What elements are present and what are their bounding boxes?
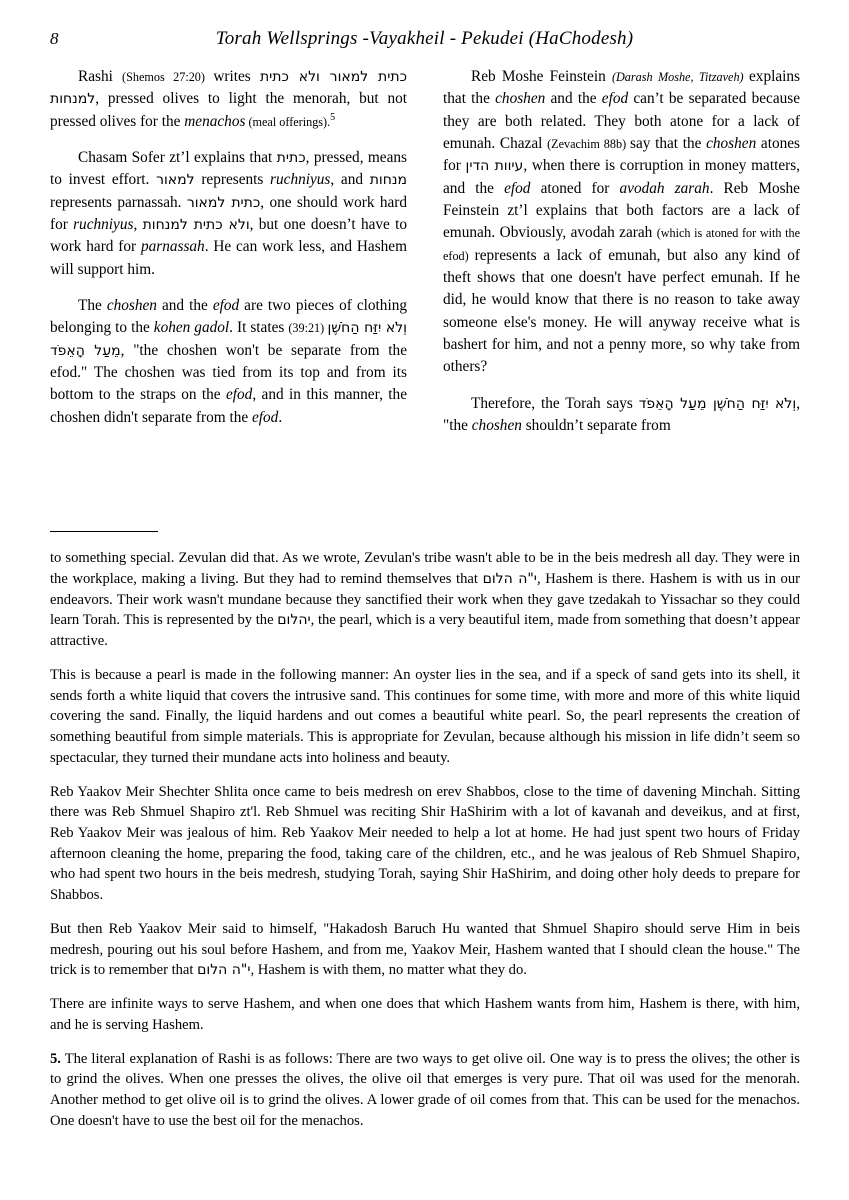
italic-term: efod (504, 179, 531, 197)
text-run: , and (330, 171, 370, 189)
page-number: 8 (50, 29, 59, 48)
reb-moshe-paragraph (443, 66, 800, 379)
text-run: writes (213, 68, 260, 85)
italic-term: ruchniyus (73, 216, 134, 234)
hebrew-text: למאור (156, 172, 195, 189)
chasam-sofer-paragraph (50, 147, 407, 281)
text-run: . It states (229, 319, 289, 337)
italic-term: avodah zarah (619, 179, 710, 197)
italic-term: choshen (471, 416, 522, 434)
hebrew-text: וְלֹא יִזַּח הַחֹשֶׁן מֵעַל הָאֵפֹד (638, 395, 797, 412)
footnote-infinite-ways (50, 994, 800, 1035)
text-run: explains that the (443, 68, 800, 108)
source-citation: (meal offerings). (245, 114, 331, 129)
hebrew-text: וְלֹא יִזַּח הַחֹשֶׁן מֵעַל הָאֵפֹד (50, 320, 407, 359)
hebrew-text: כתית למאור (186, 194, 261, 211)
running-head-title: Torah Wellsprings -Vayakheil - Pekudei (HaChodesh) (215, 28, 634, 49)
body-columns (50, 66, 800, 516)
footnote-5 (50, 1049, 800, 1132)
text-run: . (278, 408, 283, 426)
text-run: atoned for (530, 179, 620, 197)
hebrew-text: י"ה הלום (482, 570, 537, 587)
italic-term: kohen gadol (153, 319, 230, 337)
footnote-number: 5. (50, 1050, 61, 1067)
text-run: Therefore, the Torah says (471, 394, 639, 412)
italic-term: efod (225, 386, 253, 404)
hebrew-text: יהלום (277, 612, 311, 629)
text-run: , Hashem is with them, no matter what they do. (250, 962, 527, 979)
source-citation: (Zevachim 88b) (547, 136, 631, 151)
text-run: , (133, 216, 143, 234)
text-run: , Hashem is there. Hashem is with us in our endeavors. Their work wasn't mundane because they sanctified their work when they gave tzedakah to Yissachar so they could learn Torah. This is represented by the (50, 570, 801, 629)
text-run: represents a lack of emunah, but also any kind of theft shows that one doesn't have perfect emunah. If he did, he would know that there is no reason to take away someone else's money. He will anyway receive what is bashert for him, and not a penny more, so why take from others? (443, 246, 800, 376)
text-run: The literal explanation of Rashi is as follows: There are two ways to get olive oil. One way is to press the olives; the other is to grind the olives. When one presses the olives, the olive oil that emerges is very pure. That oil was used for the menorah. Another method to get olive oil is to grind the olives. A lower grade of oil comes from that. This can be used for the menachos. One doesn't have to use the best oil for the menachos. (50, 1050, 800, 1129)
source-citation: (which is atoned for with the efod) (443, 226, 800, 263)
text-run: , and in this manner, the choshen didn't separate from the (50, 386, 407, 426)
italic-term: choshen (495, 90, 546, 108)
page-header (50, 28, 799, 54)
right-column (443, 66, 800, 516)
text-run: , one should work hard for (50, 193, 407, 234)
text-run: atones for (443, 134, 800, 175)
hebrew-text: מנחות (369, 172, 407, 189)
text-run: Reb Moshe Feinstein (471, 68, 612, 85)
text-run: Rashi (78, 68, 123, 85)
footnote-marker: 5 (330, 111, 336, 123)
italic-term: parnassah (140, 238, 205, 256)
footnote-pearl (50, 665, 800, 769)
source-citation: (39:21) (288, 321, 328, 336)
footnote-continued-zevulan (50, 548, 800, 652)
italic-term: choshen (706, 134, 757, 152)
italic-term: efod (212, 297, 240, 315)
therefore-paragraph (443, 393, 800, 438)
text-run: , but one doesn’t have to work hard for (50, 216, 407, 256)
text-run: But then Reb Yaakov Meir said to himself, "Hakadosh Baruch Hu wanted that Shmuel Shapiro should serve Him in beis medresh, pouring out his soul before Hashem, and from me, Yaakov Meir, Hashem wanted that I should clean the house." The trick is to remember that (50, 920, 800, 979)
text-run: The (78, 297, 107, 315)
text-run: to something special. Zevulan did that. As we wrote, Zevulan's tribe wasn't able to be in the beis medresh all day. They were in the workplace, making a living. But they had to remind themselves that (50, 550, 800, 587)
italic-term: efod (251, 408, 279, 426)
hebrew-text: עיוות הדין (465, 158, 524, 175)
text-run: Reb Yaakov Meir Shechter Shlita once came to beis medresh on erev Shabbos, close to the time of davening Minchah. Sitting there was Reb Shmuel Shapiro zt'l. Reb Shmuel was reciting Shir HaShirim with a lot of kavanah and deveikus, and at first, Reb Yaakov Meir was jealous of him. Reb Yaakov Meir needed to help a lot at home. He had just spent two hours of Friday afternoon cleaning the home, preparing the food, taking care of the children, etc., and he was jealous of Reb Shmuel Shapiro, who had spent two hours in the beis medresh, studying Torah, saying Shir HaShirim, and doing other holy deeds to prepare for Shabbos. (50, 783, 800, 904)
source-citation: (Darash Moshe, Titzaveh) (611, 70, 750, 84)
text-run: and the (156, 297, 213, 315)
rashi-paragraph (50, 66, 407, 133)
hebrew-text: כתית (276, 150, 306, 167)
footnote-reb-yaakov-meir (50, 782, 800, 906)
text-run: can’t be separated because they are both related. They both atone for a lack of emunah. Chazal (443, 90, 800, 152)
hebrew-text: כתית למאור ולא כתית למנחות (50, 69, 407, 108)
text-run: , "the choshen won't be separate from the efod." The choshen was tied from its top and from its bottom to the straps on the (50, 341, 407, 404)
text-run: . He can work less, and Hashem will support him. (50, 238, 407, 278)
choshen-efod-paragraph (50, 295, 407, 429)
text-run: Chasam Sofer zt’l explains that (78, 149, 277, 167)
text-run: , pressed olives to light the menorah, but not pressed olives for the (50, 90, 407, 130)
text-run: This is because a pearl is made in the following manner: An oyster lies in the sea, and if a speck of sand gets into its shell, it sends forth a white liquid that covers the intrusive sand. This continues for some time, with more and more of this white liquid covering the sand. Finally, the liquid hardens and out comes a beautiful white pearl. So, the pearl represents the creation of something beautiful from simple materials. This is appropriate for Zevulan, because although his mission in life didn’t seem so spectacular, they turned their mundane acts into holiness and beauty. (50, 666, 800, 766)
source-citation: (Shemos 27:20) (122, 70, 214, 84)
footnote-but-then (50, 919, 800, 981)
italic-term: efod (601, 90, 629, 108)
text-run: represents parnassah. (50, 193, 187, 211)
hebrew-text: ולא כתית למנחות (142, 217, 250, 234)
italic-term: menachos (184, 112, 246, 130)
text-run: . Reb Moshe Feinstein zt’l explains that both factors are a lack of emunah. Obviously, avodah zarah (443, 179, 800, 242)
text-run: , the pearl, which is a very beautiful item, made from something that doesn’t appear attractive. (50, 612, 800, 650)
left-column (50, 66, 407, 516)
text-run: represents (194, 171, 271, 189)
italic-term: ruchniyus (270, 171, 331, 189)
text-run: say that the (630, 134, 707, 152)
hebrew-text: י"ה הלום (197, 962, 251, 979)
text-run: , when there is corruption in money matters, and the (443, 157, 800, 197)
text-run: There are infinite ways to serve Hashem, and when one does that which Hashem wants from him, Hashem is there, with him, and he is serving Hashem. (50, 996, 800, 1033)
text-run: and the (545, 90, 602, 108)
text-run: , pressed, means to invest effort. (50, 149, 407, 189)
footnotes-section (50, 548, 800, 1131)
text-run: shouldn’t separate from (521, 416, 671, 434)
italic-term: choshen (106, 297, 157, 315)
text-run: are two pieces of clothing belonging to the (50, 297, 407, 337)
footnote-separator-rule (50, 531, 158, 532)
text-run: , "the (443, 394, 801, 434)
